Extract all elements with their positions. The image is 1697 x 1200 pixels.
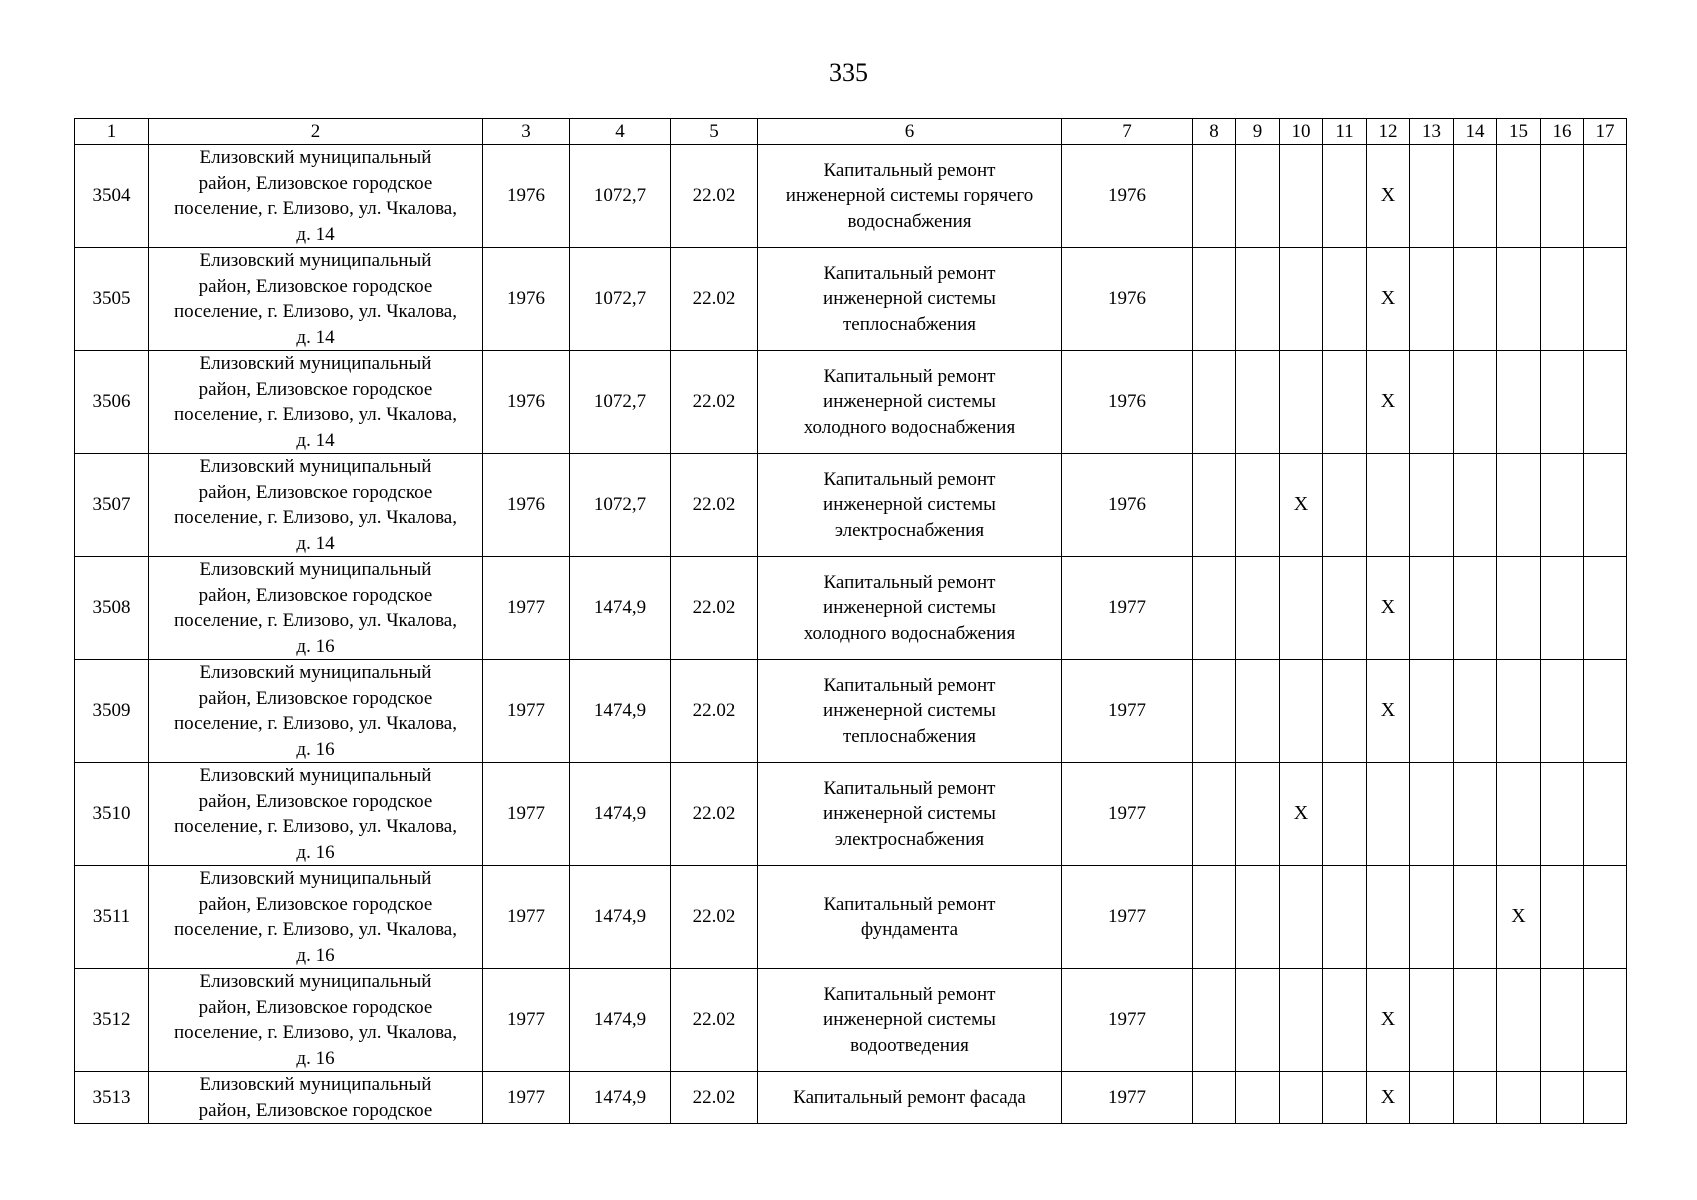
period-mark-cell bbox=[1454, 145, 1497, 248]
work-type-line: инженерной системы bbox=[823, 391, 996, 413]
row-id-cell: 3509 bbox=[75, 660, 149, 763]
column-number-header: 9 bbox=[1236, 119, 1280, 145]
code-cell: 22.02 bbox=[671, 969, 758, 1072]
address-line: д. 14 bbox=[296, 532, 335, 554]
period-mark-cell bbox=[1497, 969, 1541, 1072]
period-mark-cell bbox=[1323, 351, 1367, 454]
address-line: поселение, г. Елизово, ул. Чкалова, bbox=[174, 919, 457, 940]
work-type-cell bbox=[758, 660, 1062, 763]
period-mark-cell bbox=[1280, 969, 1323, 1072]
code-cell: 22.02 bbox=[671, 866, 758, 969]
table-row bbox=[75, 763, 1627, 866]
column-number-header: 16 bbox=[1541, 119, 1584, 145]
work-type-cell bbox=[758, 557, 1062, 660]
address-cell bbox=[149, 557, 483, 660]
period-mark-cell bbox=[1584, 557, 1627, 660]
row-id-cell: 3512 bbox=[75, 969, 149, 1072]
address-cell bbox=[149, 763, 483, 866]
code-cell: 22.02 bbox=[671, 454, 758, 557]
period-mark-cell bbox=[1497, 145, 1541, 248]
work-type-line: Капитальный ремонт bbox=[823, 983, 996, 1005]
column-number-header: 5 bbox=[671, 119, 758, 145]
address-cell bbox=[149, 866, 483, 969]
period-mark-cell bbox=[1584, 351, 1627, 454]
address-line: д. 16 bbox=[296, 635, 335, 657]
column-number-header: 17 bbox=[1584, 119, 1627, 145]
row-id-cell: 3506 bbox=[75, 351, 149, 454]
work-type-line: Капитальный ремонт bbox=[823, 468, 996, 490]
period-mark-cell bbox=[1410, 969, 1454, 1072]
period-mark-cell bbox=[1584, 145, 1627, 248]
row-id-cell: 3504 bbox=[75, 145, 149, 248]
work-type-cell bbox=[758, 969, 1062, 1072]
period-mark-cell: X bbox=[1367, 351, 1410, 454]
work-type-line: электроснабжения bbox=[834, 519, 985, 541]
period-mark-cell bbox=[1280, 1072, 1323, 1124]
table-row bbox=[75, 145, 1627, 248]
period-mark-cell bbox=[1193, 1072, 1236, 1124]
year-cell: 1976 bbox=[483, 454, 570, 557]
period-mark-cell bbox=[1584, 660, 1627, 763]
address-line: Елизовский муниципальный bbox=[199, 147, 432, 168]
period-mark-cell bbox=[1584, 454, 1627, 557]
address-line: район, Елизовское городское bbox=[198, 790, 433, 812]
period-mark-cell bbox=[1236, 660, 1280, 763]
period-mark-cell bbox=[1193, 660, 1236, 763]
period-mark-cell bbox=[1193, 763, 1236, 866]
year-cell: 1977 bbox=[483, 866, 570, 969]
period-mark-cell bbox=[1323, 454, 1367, 557]
period-mark-cell bbox=[1236, 454, 1280, 557]
period-mark-cell bbox=[1410, 454, 1454, 557]
period-mark-cell bbox=[1541, 248, 1584, 351]
period-mark-cell: X bbox=[1367, 1072, 1410, 1124]
work-type-line: Капитальный ремонт bbox=[823, 262, 996, 284]
period-mark-cell bbox=[1410, 763, 1454, 866]
period-mark-cell bbox=[1410, 1072, 1454, 1124]
address-line: д. 14 bbox=[296, 223, 335, 245]
year-cell: 1976 bbox=[483, 145, 570, 248]
address-line: район, Елизовское городское bbox=[198, 1099, 433, 1121]
address-line: поселение, г. Елизово, ул. Чкалова, bbox=[174, 610, 457, 631]
address-line: Елизовский муниципальный bbox=[199, 559, 432, 580]
period-mark-cell: X bbox=[1367, 248, 1410, 351]
row-id-cell: 3505 bbox=[75, 248, 149, 351]
period-mark-cell bbox=[1454, 454, 1497, 557]
period-mark-cell bbox=[1193, 557, 1236, 660]
address-cell bbox=[149, 248, 483, 351]
address-cell bbox=[149, 969, 483, 1072]
area-cell: 1072,7 bbox=[570, 454, 671, 557]
column-number-header: 4 bbox=[570, 119, 671, 145]
address-line: поселение, г. Елизово, ул. Чкалова, bbox=[174, 507, 457, 528]
year-cell: 1977 bbox=[483, 557, 570, 660]
period-mark-cell bbox=[1193, 145, 1236, 248]
period-mark-cell bbox=[1454, 969, 1497, 1072]
period-mark-cell bbox=[1497, 248, 1541, 351]
period-mark-cell bbox=[1541, 1072, 1584, 1124]
work-type-cell bbox=[758, 351, 1062, 454]
period-mark-cell: X bbox=[1497, 866, 1541, 969]
address-line: поселение, г. Елизово, ул. Чкалова, bbox=[174, 404, 457, 425]
row-id-cell: 3507 bbox=[75, 454, 149, 557]
address-line: Елизовский муниципальный bbox=[199, 868, 432, 889]
address-line: Елизовский муниципальный bbox=[199, 250, 432, 271]
period-mark-cell bbox=[1584, 969, 1627, 1072]
address-line: Елизовский муниципальный bbox=[199, 456, 432, 477]
code-cell: 22.02 bbox=[671, 557, 758, 660]
column-number-header: 11 bbox=[1323, 119, 1367, 145]
capital-repair-table bbox=[74, 118, 1627, 1124]
address-line: район, Елизовское городское bbox=[198, 481, 433, 503]
code-cell: 22.02 bbox=[671, 763, 758, 866]
column-number-header: 12 bbox=[1367, 119, 1410, 145]
plan-year-cell: 1976 bbox=[1062, 454, 1193, 557]
period-mark-cell bbox=[1454, 557, 1497, 660]
period-mark-cell bbox=[1236, 351, 1280, 454]
period-mark-cell bbox=[1497, 763, 1541, 866]
period-mark-cell bbox=[1410, 145, 1454, 248]
period-mark-cell: X bbox=[1367, 145, 1410, 248]
table-row bbox=[75, 248, 1627, 351]
table-row bbox=[75, 660, 1627, 763]
work-type-line: инженерной системы bbox=[823, 597, 996, 619]
row-id-cell: 3510 bbox=[75, 763, 149, 866]
work-type-line: Капитальный ремонт bbox=[823, 571, 996, 593]
address-line: д. 14 bbox=[296, 326, 335, 348]
period-mark-cell bbox=[1280, 660, 1323, 763]
period-mark-cell bbox=[1236, 1072, 1280, 1124]
period-mark-cell bbox=[1280, 145, 1323, 248]
plan-year-cell: 1976 bbox=[1062, 351, 1193, 454]
work-type-cell bbox=[758, 1072, 1062, 1124]
area-cell: 1072,7 bbox=[570, 145, 671, 248]
period-mark-cell bbox=[1497, 660, 1541, 763]
address-line: Елизовский муниципальный bbox=[199, 662, 432, 683]
column-number-header: 1 bbox=[75, 119, 149, 145]
period-mark-cell bbox=[1454, 866, 1497, 969]
plan-year-cell: 1977 bbox=[1062, 660, 1193, 763]
plan-year-cell: 1977 bbox=[1062, 557, 1193, 660]
address-cell bbox=[149, 351, 483, 454]
plan-year-cell: 1976 bbox=[1062, 145, 1193, 248]
period-mark-cell bbox=[1323, 248, 1367, 351]
period-mark-cell bbox=[1323, 763, 1367, 866]
work-type-line: инженерной системы bbox=[823, 803, 996, 825]
work-type-line: Капитальный ремонт фасада bbox=[793, 1086, 1026, 1108]
period-mark-cell bbox=[1454, 351, 1497, 454]
address-cell bbox=[149, 145, 483, 248]
work-type-line: инженерной системы bbox=[823, 288, 996, 310]
work-type-line: Капитальный ремонт bbox=[823, 159, 996, 181]
area-cell: 1474,9 bbox=[570, 763, 671, 866]
code-cell: 22.02 bbox=[671, 1072, 758, 1124]
area-cell: 1072,7 bbox=[570, 248, 671, 351]
address-cell bbox=[149, 454, 483, 557]
period-mark-cell bbox=[1280, 557, 1323, 660]
work-type-line: теплоснабжения bbox=[843, 725, 976, 747]
area-cell: 1474,9 bbox=[570, 557, 671, 660]
work-type-line: Капитальный ремонт bbox=[823, 893, 996, 915]
period-mark-cell bbox=[1410, 248, 1454, 351]
address-line: д. 16 bbox=[296, 944, 335, 966]
code-cell: 22.02 bbox=[671, 248, 758, 351]
year-cell: 1976 bbox=[483, 351, 570, 454]
column-number-header: 13 bbox=[1410, 119, 1454, 145]
work-type-line: инженерной системы bbox=[823, 1009, 996, 1031]
column-number-header: 3 bbox=[483, 119, 570, 145]
period-mark-cell bbox=[1367, 454, 1410, 557]
address-line: поселение, г. Елизово, ул. Чкалова, bbox=[174, 1022, 457, 1043]
area-cell: 1474,9 bbox=[570, 969, 671, 1072]
period-mark-cell bbox=[1280, 351, 1323, 454]
work-type-cell bbox=[758, 454, 1062, 557]
period-mark-cell bbox=[1584, 1072, 1627, 1124]
address-line: д. 16 bbox=[296, 841, 335, 863]
period-mark-cell bbox=[1193, 248, 1236, 351]
address-line: поселение, г. Елизово, ул. Чкалова, bbox=[174, 816, 457, 837]
area-cell: 1072,7 bbox=[570, 351, 671, 454]
plan-year-cell: 1976 bbox=[1062, 248, 1193, 351]
year-cell: 1977 bbox=[483, 763, 570, 866]
period-mark-cell bbox=[1410, 351, 1454, 454]
work-type-line: водоснабжения bbox=[847, 210, 972, 232]
period-mark-cell bbox=[1367, 866, 1410, 969]
period-mark-cell bbox=[1454, 660, 1497, 763]
work-type-line: Капитальный ремонт bbox=[823, 777, 996, 799]
address-line: д. 16 bbox=[296, 738, 335, 760]
period-mark-cell bbox=[1323, 557, 1367, 660]
period-mark-cell bbox=[1280, 866, 1323, 969]
address-line: район, Елизовское городское bbox=[198, 893, 433, 915]
period-mark-cell bbox=[1410, 660, 1454, 763]
work-type-line: холодного водоснабжения bbox=[803, 416, 1016, 438]
period-mark-cell bbox=[1541, 454, 1584, 557]
period-mark-cell bbox=[1323, 660, 1367, 763]
code-cell: 22.02 bbox=[671, 145, 758, 248]
table-row bbox=[75, 351, 1627, 454]
address-line: Елизовский муниципальный bbox=[199, 353, 432, 374]
table-row bbox=[75, 557, 1627, 660]
row-id-cell: 3513 bbox=[75, 1072, 149, 1124]
period-mark-cell bbox=[1454, 763, 1497, 866]
period-mark-cell bbox=[1584, 248, 1627, 351]
period-mark-cell bbox=[1497, 454, 1541, 557]
work-type-line: инженерной системы горячего bbox=[785, 185, 1034, 207]
work-type-line: водоотведения bbox=[850, 1034, 969, 1056]
period-mark-cell bbox=[1454, 1072, 1497, 1124]
period-mark-cell bbox=[1236, 866, 1280, 969]
address-line: район, Елизовское городское bbox=[198, 996, 433, 1018]
period-mark-cell bbox=[1236, 248, 1280, 351]
period-mark-cell bbox=[1193, 866, 1236, 969]
period-mark-cell bbox=[1323, 1072, 1367, 1124]
period-mark-cell bbox=[1323, 969, 1367, 1072]
column-number-header: 2 bbox=[149, 119, 483, 145]
code-cell: 22.02 bbox=[671, 351, 758, 454]
address-line: район, Елизовское городское bbox=[198, 275, 433, 297]
address-line: район, Елизовское городское bbox=[198, 378, 433, 400]
table-row bbox=[75, 969, 1627, 1072]
period-mark-cell bbox=[1497, 351, 1541, 454]
work-type-cell bbox=[758, 145, 1062, 248]
period-mark-cell bbox=[1410, 557, 1454, 660]
year-cell: 1976 bbox=[483, 248, 570, 351]
work-type-line: холодного водоснабжения bbox=[803, 622, 1016, 644]
address-line: д. 14 bbox=[296, 429, 335, 451]
year-cell: 1977 bbox=[483, 1072, 570, 1124]
period-mark-cell: X bbox=[1280, 763, 1323, 866]
period-mark-cell bbox=[1541, 660, 1584, 763]
plan-year-cell: 1977 bbox=[1062, 1072, 1193, 1124]
period-mark-cell bbox=[1323, 866, 1367, 969]
work-type-cell bbox=[758, 248, 1062, 351]
column-number-header: 10 bbox=[1280, 119, 1323, 145]
period-mark-cell: X bbox=[1367, 557, 1410, 660]
address-cell bbox=[149, 1072, 483, 1124]
period-mark-cell bbox=[1541, 763, 1584, 866]
period-mark-cell bbox=[1193, 454, 1236, 557]
period-mark-cell bbox=[1584, 763, 1627, 866]
table-row bbox=[75, 454, 1627, 557]
period-mark-cell bbox=[1541, 969, 1584, 1072]
code-cell: 22.02 bbox=[671, 660, 758, 763]
year-cell: 1977 bbox=[483, 660, 570, 763]
year-cell: 1977 bbox=[483, 969, 570, 1072]
period-mark-cell bbox=[1410, 866, 1454, 969]
period-mark-cell bbox=[1541, 145, 1584, 248]
work-type-cell bbox=[758, 866, 1062, 969]
table-row bbox=[75, 866, 1627, 969]
period-mark-cell: X bbox=[1367, 969, 1410, 1072]
address-line: поселение, г. Елизово, ул. Чкалова, bbox=[174, 198, 457, 219]
work-type-line: Капитальный ремонт bbox=[823, 674, 996, 696]
period-mark-cell bbox=[1541, 866, 1584, 969]
period-mark-cell bbox=[1584, 866, 1627, 969]
area-cell: 1474,9 bbox=[570, 1072, 671, 1124]
column-number-header: 15 bbox=[1497, 119, 1541, 145]
column-number-row bbox=[75, 119, 1627, 145]
address-line: Елизовский муниципальный bbox=[199, 765, 432, 786]
period-mark-cell: X bbox=[1280, 454, 1323, 557]
column-number-header: 6 bbox=[758, 119, 1062, 145]
address-line: д. 16 bbox=[296, 1047, 335, 1069]
row-id-cell: 3508 bbox=[75, 557, 149, 660]
page-number: 335 bbox=[829, 58, 868, 87]
address-line: Елизовский муниципальный bbox=[199, 971, 432, 992]
work-type-line: Капитальный ремонт bbox=[823, 365, 996, 387]
period-mark-cell bbox=[1236, 969, 1280, 1072]
address-cell bbox=[149, 660, 483, 763]
period-mark-cell bbox=[1236, 145, 1280, 248]
address-line: Елизовский муниципальный bbox=[199, 1074, 432, 1095]
period-mark-cell bbox=[1323, 145, 1367, 248]
period-mark-cell bbox=[1367, 763, 1410, 866]
table-row bbox=[75, 1072, 1627, 1124]
period-mark-cell bbox=[1193, 351, 1236, 454]
plan-year-cell: 1977 bbox=[1062, 866, 1193, 969]
period-mark-cell: X bbox=[1367, 660, 1410, 763]
period-mark-cell bbox=[1236, 557, 1280, 660]
row-id-cell: 3511 bbox=[75, 866, 149, 969]
period-mark-cell bbox=[1497, 1072, 1541, 1124]
period-mark-cell bbox=[1280, 248, 1323, 351]
column-number-header: 7 bbox=[1062, 119, 1193, 145]
period-mark-cell bbox=[1497, 557, 1541, 660]
work-type-line: теплоснабжения bbox=[843, 313, 976, 335]
column-number-header: 8 bbox=[1193, 119, 1236, 145]
address-line: район, Елизовское городское bbox=[198, 172, 433, 194]
period-mark-cell bbox=[1541, 557, 1584, 660]
period-mark-cell bbox=[1236, 763, 1280, 866]
address-line: поселение, г. Елизово, ул. Чкалова, bbox=[174, 713, 457, 734]
address-line: район, Елизовское городское bbox=[198, 687, 433, 709]
work-type-line: инженерной системы bbox=[823, 494, 996, 516]
plan-year-cell: 1977 bbox=[1062, 763, 1193, 866]
period-mark-cell bbox=[1193, 969, 1236, 1072]
area-cell: 1474,9 bbox=[570, 866, 671, 969]
work-type-line: фундамента bbox=[860, 919, 959, 940]
period-mark-cell bbox=[1541, 351, 1584, 454]
column-number-header: 14 bbox=[1454, 119, 1497, 145]
period-mark-cell bbox=[1454, 248, 1497, 351]
area-cell: 1474,9 bbox=[570, 660, 671, 763]
address-line: район, Елизовское городское bbox=[198, 584, 433, 606]
work-type-line: электроснабжения bbox=[834, 828, 985, 850]
work-type-line: инженерной системы bbox=[823, 700, 996, 722]
work-type-cell bbox=[758, 763, 1062, 866]
address-line: поселение, г. Елизово, ул. Чкалова, bbox=[174, 301, 457, 322]
plan-year-cell: 1977 bbox=[1062, 969, 1193, 1072]
